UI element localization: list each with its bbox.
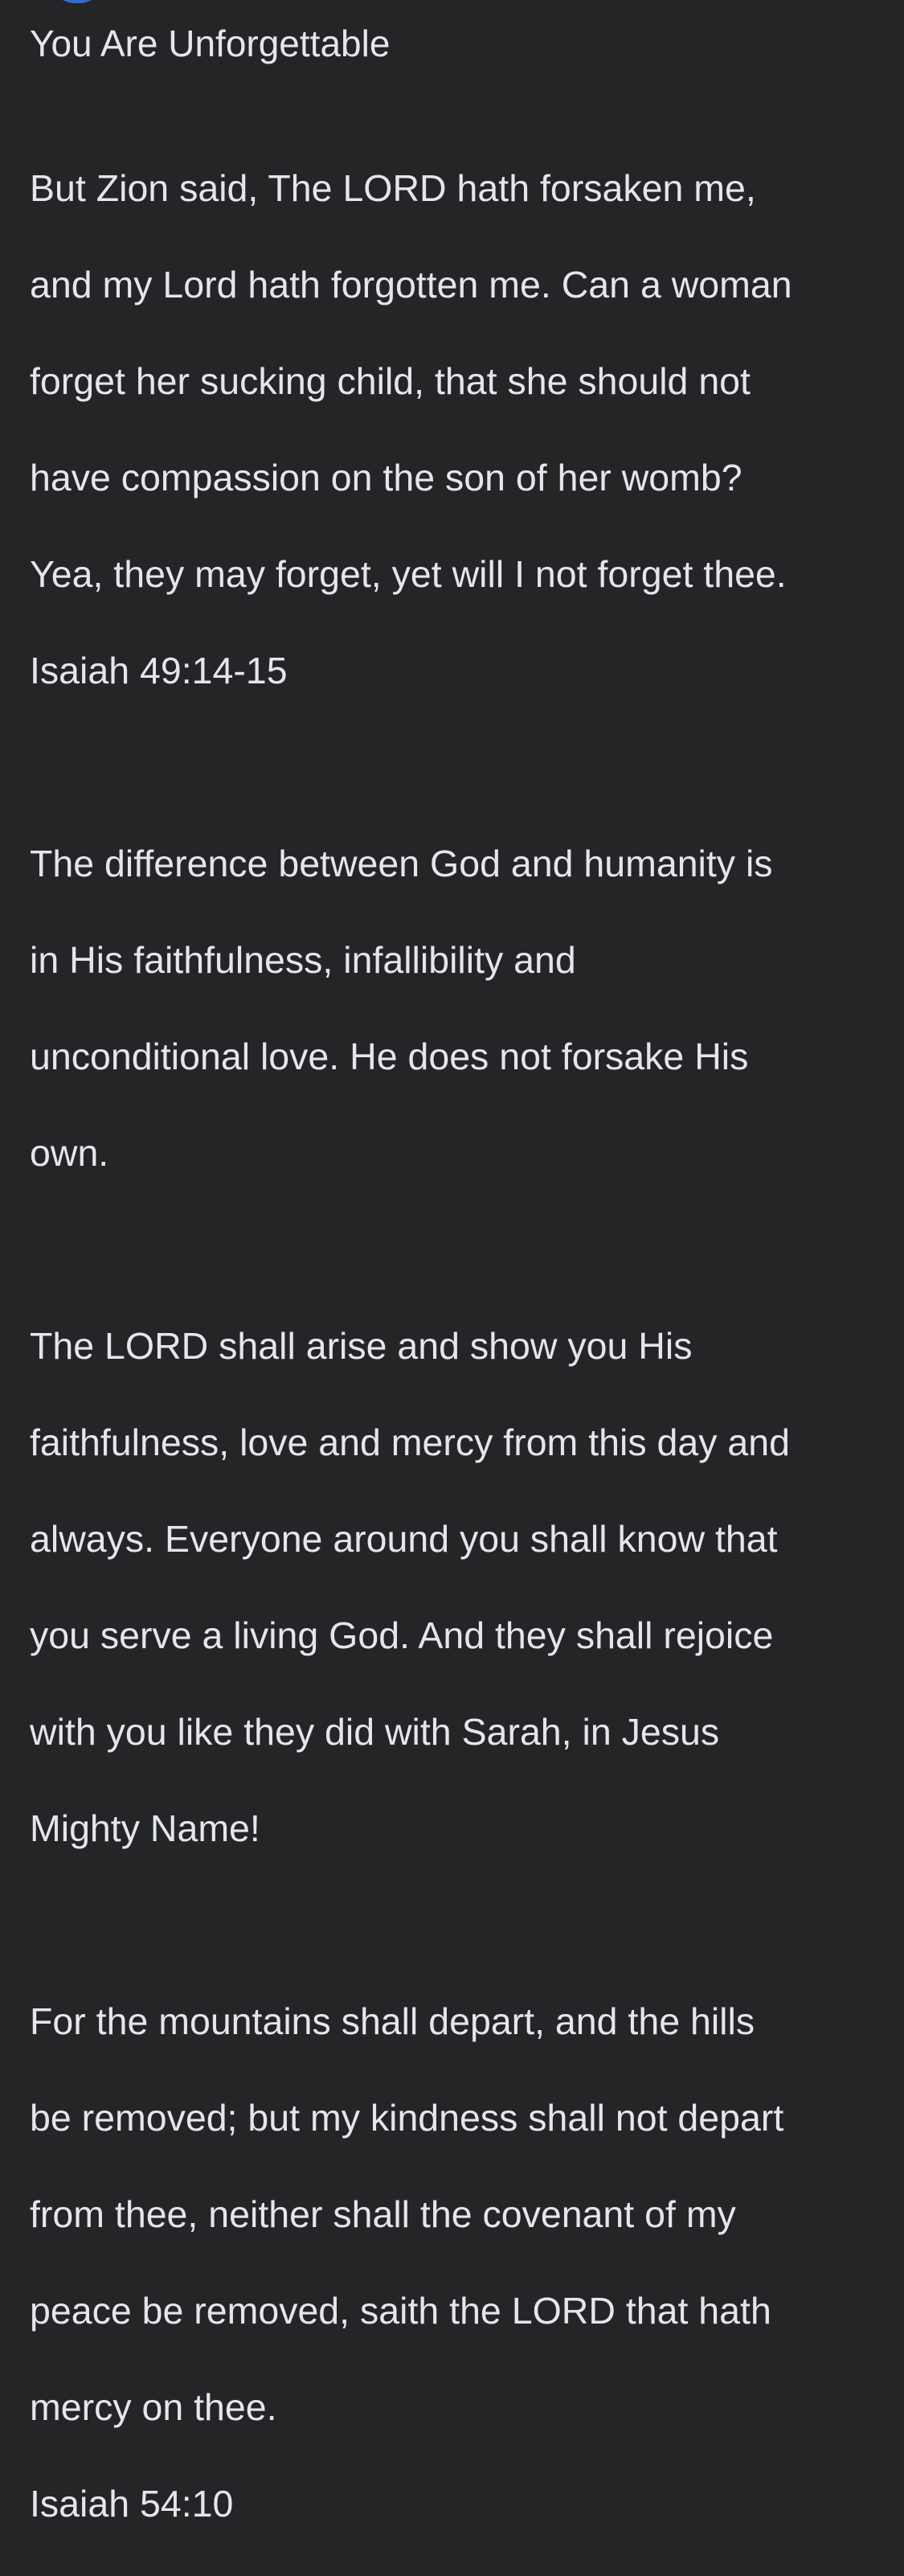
text-line: and my Lord hath forgotten me. Can a woman — [30, 264, 792, 306]
paragraph-scripture-2 — [30, 1949, 882, 2576]
text-line: you serve a living God. And they shall rejoice — [30, 1614, 774, 1656]
text-line: always. Everyone around you shall know that — [30, 1518, 778, 1560]
scripture-reference: Isaiah 49:14-15 — [30, 650, 288, 691]
scripture-reference: Isaiah 54:10 — [30, 2483, 234, 2525]
text-line: Yea, they may forget, yet will I not forget thee. — [30, 553, 787, 595]
text-line: forget her sucking child, that she should not — [30, 360, 751, 402]
text-line: But Zion said, The LORD hath forsaken me, — [30, 167, 756, 209]
text-line: from thee, neither shall the covenant of my — [30, 2193, 736, 2235]
text-line: The difference between God and humanity is — [30, 843, 773, 884]
post-title: You Are Unforgettable — [30, 23, 391, 64]
text-line: peace be removed, saith the LORD that hath — [30, 2290, 771, 2332]
text-line: mercy on thee. — [30, 2386, 277, 2428]
text-line: faithfulness, love and mercy from this day and — [30, 1421, 790, 1463]
paragraph-prayer — [30, 1274, 882, 1901]
text-line: The LORD shall arise and show you His — [30, 1325, 693, 1367]
paragraph-scripture-1 — [30, 116, 882, 743]
text-line: be removed; but my kindness shall not depart — [30, 2097, 784, 2139]
text-line: in His faithfulness, infallibility and — [30, 939, 576, 981]
avatar[interactable] — [48, 0, 106, 3]
text-line: For the mountains shall depart, and the hills — [30, 2000, 755, 2042]
text-line: unconditional love. He does not forsake His — [30, 1036, 749, 1077]
paragraph-reflection — [30, 791, 882, 1225]
text-line: with you like they did with Sarah, in Jesus — [30, 1711, 720, 1753]
text-line: own. — [30, 1132, 109, 1174]
post-body — [30, 19, 882, 2576]
text-line: Mighty Name! — [30, 1807, 260, 1849]
text-line: have compassion on the son of her womb? — [30, 457, 742, 498]
